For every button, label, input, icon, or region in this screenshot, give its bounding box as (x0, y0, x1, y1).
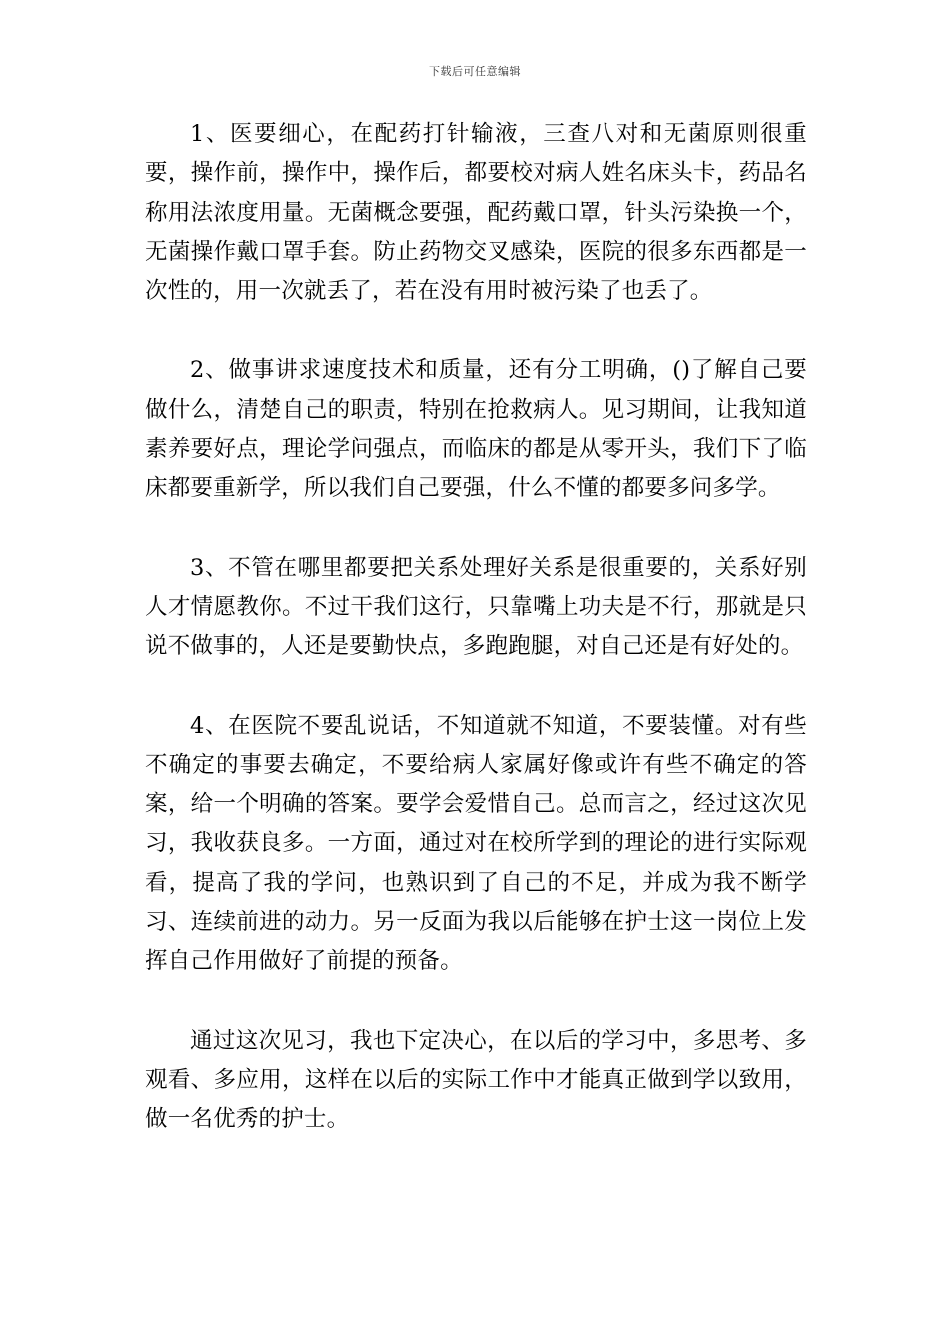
paragraph-3: 3、不管在哪里都要把关系处理好关系是很重要的，关系好别人才情愿教你。不过干我们这行，只靠嘴上功夫是不行，那就是只说不做事的，人还是要勤快点，多跑跑腿，对自己还是有好处的。 (145, 554, 807, 660)
paragraph-5: 通过这次见习，我也下定决心，在以后的学习中，多思考、多观看、多应用，这样在以后的实际工作中才能真正做到学以致用，做一名优秀的护士。 (145, 1027, 807, 1133)
page-header: 下载后可任意编辑 (429, 65, 521, 78)
document-body (145, 115, 807, 1180)
paragraph-1: 1、医要细心，在配药打针输液，三查八对和无菌原则很重要，操作前，操作中，操作后，都要校对病人姓名床头卡，药品名称用法浓度用量。无菌概念要强，配药戴口罩，针头污染换一个，无菌操作戴口罩手套。防止药物交叉感染，医院的很多东西都是一次性的，用一次就丢了，若在没有用时被污染了也丢了。 (145, 121, 807, 305)
paragraph-4: 4、在医院不要乱说话，不知道就不知道，不要装懂。对有些不确定的事要去确定，不要给病人家属好像或许有些不确定的答案，给一个明确的答案。要学会爱惜自己。总而言之，经过这次见习，我收获良多。一方面，通过对在校所学到的理论的进行实际观看，提高了我的学问，也熟识到了自己的不足，并成为我不断学习、连续前进的动力。另一反面为我以后能够在护士这一岗位上发挥自己作用做好了前提的预备。 (145, 712, 807, 975)
paragraph-2: 2、做事讲求速度技术和质量，还有分工明确，()了解自己要做什么，清楚自己的职责，特别在抢救病人。见习期间，让我知道素养要好点，理论学问强点，而临床的都是从零开头，我们下了临床都要重新学，所以我们自己要强，什么不懂的都要多问多学。 (145, 357, 807, 502)
